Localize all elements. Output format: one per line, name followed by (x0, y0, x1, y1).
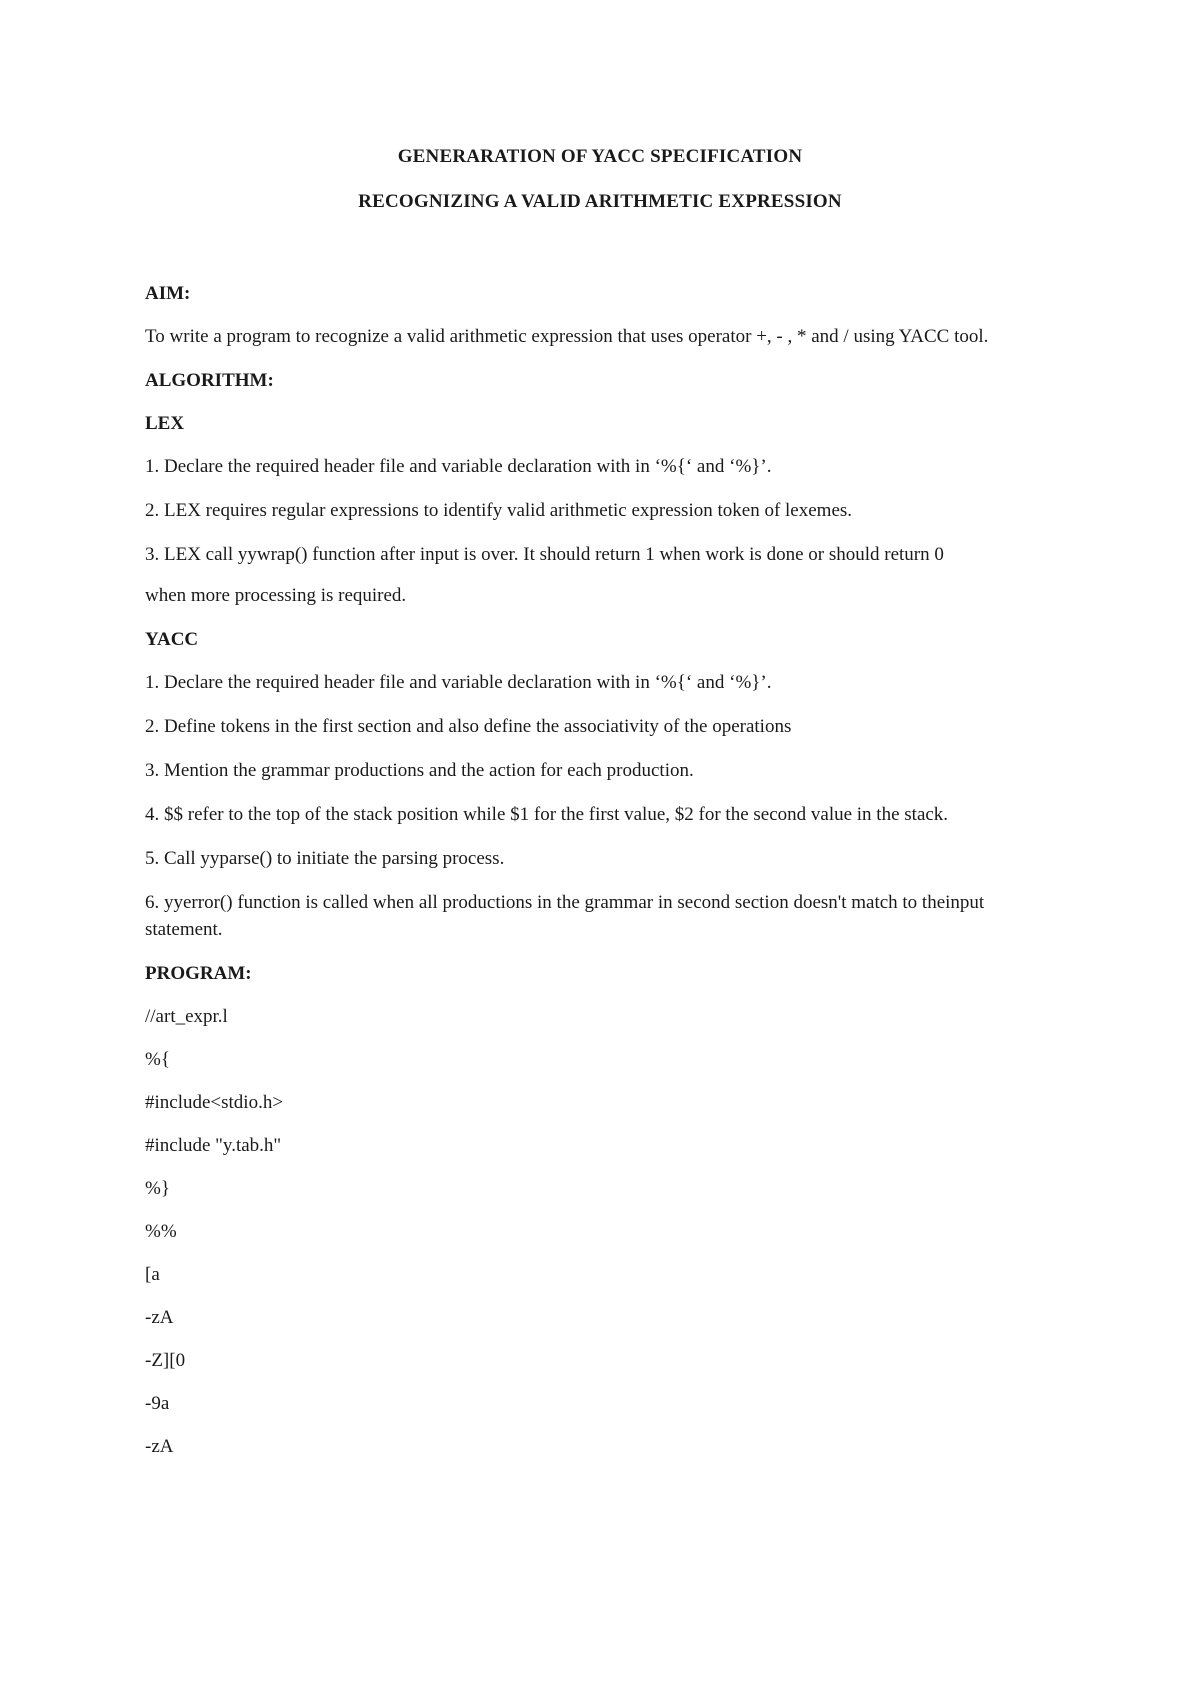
program-line-4: #include "y.tab.h" (145, 1135, 282, 1156)
yacc-step-6: 6. yyerror() function is called when all productions in the grammar in second section doesn't match to theinput statement. (145, 892, 985, 940)
program-line-7: [a (145, 1264, 160, 1285)
yacc-heading: YACC (145, 629, 199, 650)
yacc-step-2: 2. Define tokens in the first section and also define the associativity of the operations (145, 716, 792, 737)
lex-step-1: 1. Declare the required header file and variable declaration with in ‘%{‘ and ‘%}’. (145, 456, 772, 477)
program-line-1: //art_expr.l (145, 1006, 228, 1027)
yacc-step-3: 3. Mention the grammar productions and the action for each production. (145, 760, 694, 781)
document-title: GENERARATION OF YACC SPECIFICATION (397, 146, 803, 167)
yacc-step-1: 1. Declare the required header file and variable declaration with in ‘%{‘ and ‘%}’. (145, 672, 772, 693)
program-line-9: -Z][0 (145, 1350, 186, 1371)
program-line-2: %{ (145, 1049, 170, 1070)
document-subtitle: RECOGNIZING A VALID ARITHMETIC EXPRESSION (358, 191, 842, 212)
program-line-8: -zA (145, 1307, 174, 1328)
program-heading: PROGRAM: (145, 963, 252, 984)
program-line-11: -zA (145, 1436, 174, 1457)
aim-text: To write a program to recognize a valid arithmetic expression that uses operator +, - , * and / using YACC tool. (145, 326, 989, 347)
lex-step-3-continuation: when more processing is required. (145, 585, 407, 606)
program-line-5: %} (145, 1178, 170, 1199)
program-line-3: #include<stdio.h> (145, 1092, 284, 1113)
algorithm-heading: ALGORITHM: (145, 370, 274, 391)
program-line-6: %% (145, 1221, 177, 1242)
aim-heading: AIM: (145, 283, 191, 304)
yacc-step-5: 5. Call yyparse() to initiate the parsing process. (145, 848, 505, 869)
lex-step-3: 3. LEX call yywrap() function after input is over. It should return 1 when work is done or should return 0 (145, 544, 944, 565)
lex-heading: LEX (145, 413, 185, 434)
lex-step-2: 2. LEX requires regular expressions to identify valid arithmetic expression token of lexemes. (145, 500, 853, 521)
document-body (145, 280, 1065, 1476)
program-line-10: -9a (145, 1393, 170, 1414)
yacc-step-4: 4. $$ refer to the top of the stack position while $1 for the first value, $2 for the second value in the stack. (145, 804, 949, 825)
